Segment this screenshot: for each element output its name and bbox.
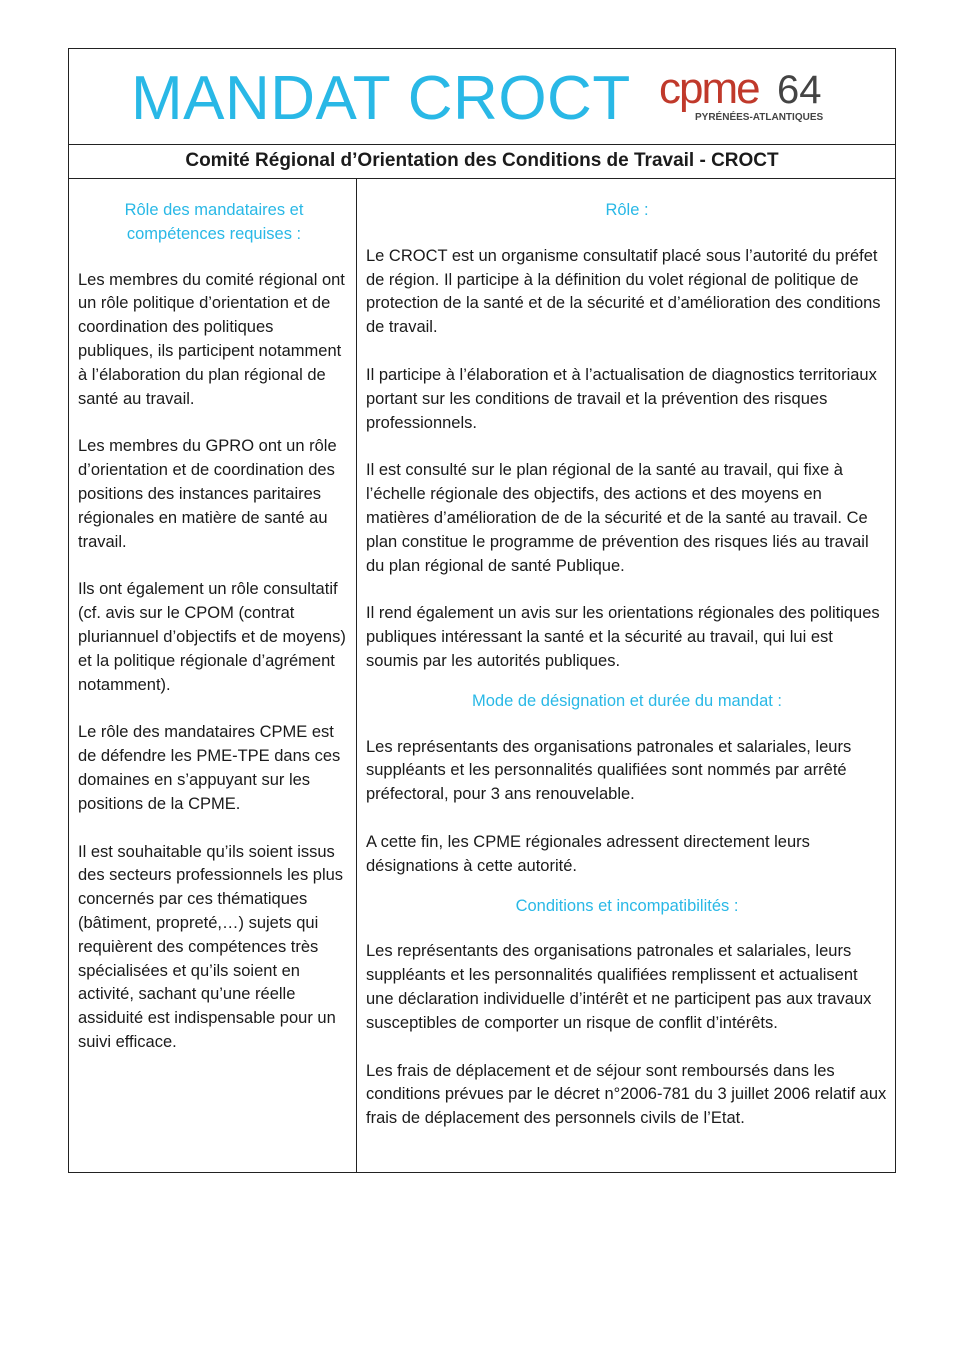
- left-heading: Rôle des mandataires et compétences requises :: [124, 201, 304, 243]
- role-paragraph: Le CROCT est un organisme consultatif placé sous l’autorité du préfet de région. Il participe à la définition du volet régional de politique de protection de la santé et de la sécurité et d’amélioration des conditions de travail.: [366, 246, 881, 337]
- conditions-heading: Conditions et incompatibilités :: [515, 896, 739, 915]
- left-paragraph: Ils ont également un rôle consultatif (cf. avis sur le CPOM (contrat pluriannuel d’objectifs et de moyens) et la politique régionale d’agrément notamment).: [78, 580, 346, 694]
- mode-heading: Mode de désignation et durée du mandat :: [471, 691, 783, 710]
- left-paragraph: Les membres du comité régional ont un rôle politique d’orientation et de coordination des politiques publiques, ils participent notamment à l’élaboration du plan régional de santé au travail.: [78, 270, 345, 408]
- conditions-paragraph: Les représentants des organisations patronales et salariales, leurs suppléants et les personnalités qualifiées remplissent et actualisent une déclaration individuelle d’intérêt et ne participent pas aux travaux susceptibles de comporter un risque de conflit d’intérêts.: [366, 942, 872, 1032]
- svg-text:PYRÉNÉES-ATLANTIQUES: PYRÉNÉES-ATLANTIQUES: [695, 112, 824, 123]
- cpme64-logo: [659, 65, 839, 125]
- role-paragraph: Il rend également un avis sur les orientations régionales des politiques publiques intéressant la santé et la sécurité au travail, qui lui est soumis par les autorités publiques.: [366, 604, 880, 670]
- cpme64-logo-icon: [659, 65, 839, 125]
- document-frame: [68, 48, 896, 1173]
- conditions-paragraph: Les frais de déplacement et de séjour sont remboursés dans les conditions prévues par le décret n°2006-781 du 3 juillet 2006 relatif aux frais de déplacement des personnels civils de l’Etat.: [366, 1061, 887, 1128]
- left-paragraph: Le rôle des mandataires CPME est de défendre les PME-TPE dans ces domaines en s’appuyant sur les positions de la CPME.: [78, 723, 341, 813]
- page-title: MANDAT CROCT: [131, 64, 631, 133]
- column-divider: [356, 179, 357, 1172]
- svg-text:cpme: cpme: [659, 65, 759, 113]
- right-column: [366, 199, 888, 1155]
- role-paragraph: Il est consulté sur le plan régional de la santé au travail, qui fixe à l’échelle régionale des objectifs, des actions et des moyens en matières d’amélioration de de la sécurité et de la santé au travail. Ce plan constitue le programme de prévention des risques liés au travail du plan régional de santé Publique.: [366, 461, 869, 575]
- mode-paragraph: Les représentants des organisations patronales et salariales, leurs suppléants et les personnalités qualifiées sont nommés par arrêté préfectoral, pour 3 ans renouvelable.: [366, 737, 852, 804]
- role-paragraph: Il participe à l’élaboration et à l’actualisation de diagnostics territoriaux portant sur les conditions de travail et la prévention des risques professionnels.: [366, 365, 877, 432]
- left-paragraph: Les membres du GPRO ont un rôle d’orientation et de coordination des positions des instances paritaires régionales en matière de santé au travail.: [78, 437, 337, 551]
- left-paragraph: Il est souhaitable qu’ils soient issus des secteurs professionnels les plus concernés par ces thématiques (bâtiment, propreté,…) sujets qui requièrent des compétences très spécialisées et qu’ils soient en activité, sachant qu’une réelle assiduité est indispensable pour un suivi efficace.: [78, 842, 344, 1051]
- subtitle: Comité Régional d’Orientation des Conditions de Travail - CROCT: [69, 145, 895, 179]
- mode-paragraph: A cette fin, les CPME régionales adressent directement leurs désignations à cette autorité.: [366, 832, 810, 875]
- role-heading: Rôle :: [605, 201, 649, 219]
- left-column: [78, 199, 350, 1079]
- svg-text:64: 64: [777, 68, 822, 112]
- title-row: [69, 49, 895, 145]
